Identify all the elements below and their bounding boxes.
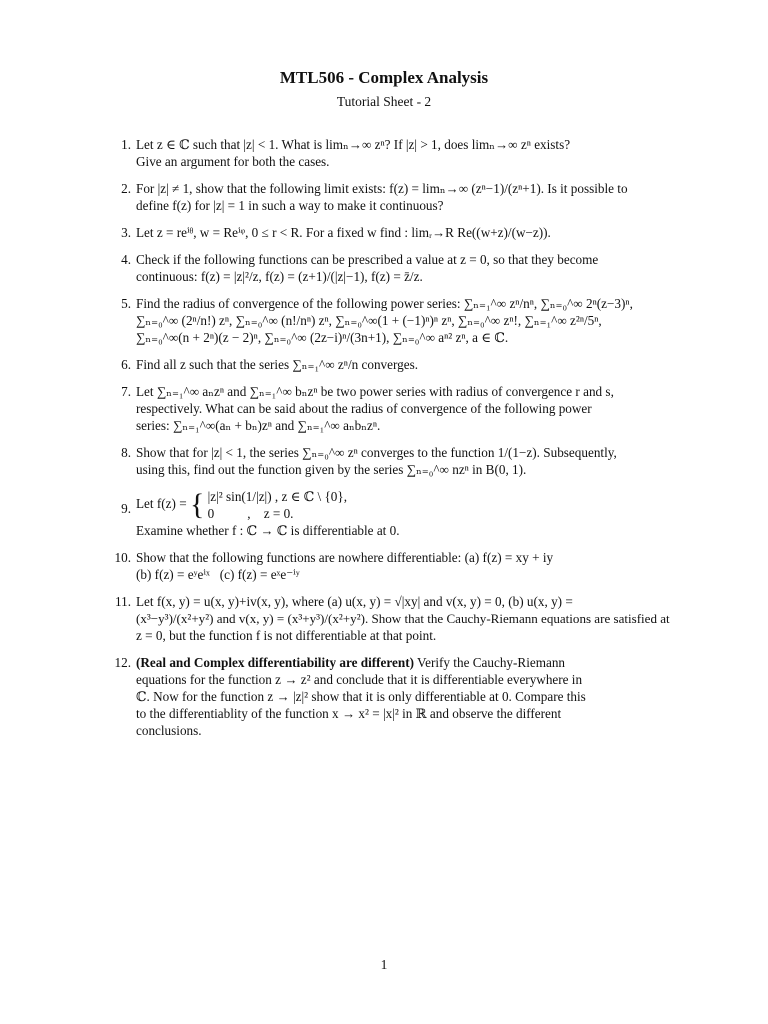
problem-text-line: Give an argument for both the cases.	[136, 154, 330, 169]
problem-text-line: series: ∑ₙ₌₁^∞(aₙ + bₙ)zⁿ and ∑ₙ₌₁^∞ aₙbₙzⁿ.	[136, 418, 381, 433]
problem-text-line: Find all z such that the series ∑ₙ₌₁^∞ zⁿ/n converges.	[136, 357, 419, 372]
problem-text-line: Verify the Cauchy-Riemann	[414, 655, 566, 670]
problem-text-line: continuous: f(z) = |z|²/z, f(z) = (z+1)/(|z|−1), f(z) = z̄/z.	[136, 269, 423, 284]
problem-number: 11.	[115, 594, 131, 609]
problem-12	[103, 654, 669, 739]
problem-text-line: Show that for |z| < 1, the series ∑ₙ₌₀^∞ zⁿ converges to the function 1/(1−z). Subsequently,	[136, 445, 617, 460]
problem-text-line: For |z| ≠ 1, show that the following limit exists: f(z) = limₙ→∞ (zⁿ−1)/(zⁿ+1). Is it possible to	[136, 181, 628, 196]
problem-text-line: ∑ₙ₌₀^∞ (2ⁿ/n!) zⁿ, ∑ₙ₌₀^∞ (n!/nⁿ) zⁿ, ∑ₙ₌₀^∞(1 + (−1)ⁿ)ⁿ zⁿ, ∑ₙ₌₀^∞ zⁿ!, ∑ₙ₌₁^∞ z²ⁿ/5ⁿ,	[136, 313, 602, 328]
problem-text-line: Show that the following functions are nowhere differentiable: (a) f(z) = xy + iy	[136, 550, 554, 565]
problem-7	[103, 383, 669, 434]
problem-6	[103, 356, 669, 373]
problem-text-line: Let f(x, y) = u(x, y)+iv(x, y), where (a) u(x, y) = √|xy| and v(x, y) = 0, (b) u(x, y) =	[136, 594, 573, 609]
problem-2	[103, 180, 669, 214]
piecewise-case-2: 0 , z = 0.	[207, 506, 294, 521]
problem-number: 9.	[121, 501, 131, 516]
problem-number: 2.	[121, 181, 131, 196]
problem-text-line: Let ∑ₙ₌₁^∞ aₙzⁿ and ∑ₙ₌₁^∞ bₙzⁿ be two power series with radius of convergence r and s,	[136, 384, 614, 399]
problem-9	[103, 488, 669, 539]
page-number: 1	[380, 957, 388, 972]
problem-text-line: respectively. What can be said about the radius of convergence of the following power	[136, 401, 592, 416]
problem-number: 3.	[121, 225, 131, 240]
problem-text-line: Find the radius of convergence of the following power series: ∑ₙ₌₁^∞ zⁿ/nⁿ, ∑ₙ₌₀^∞ 2ⁿ(z−3)ⁿ,	[136, 296, 633, 311]
problem-text-line: ∑ₙ₌₀^∞(n + 2ⁿ)(z − 2)ⁿ, ∑ₙ₌₀^∞ (2z−i)ⁿ/(3n+1), ∑ₙ₌₀^∞ aⁿ² zⁿ, a ∈ ℂ.	[136, 330, 509, 345]
document-subtitle: Tutorial Sheet - 2	[336, 94, 432, 109]
problem-11	[103, 593, 669, 644]
problem-8	[103, 444, 669, 478]
problem-text-line: define f(z) for |z| = 1 in such a way to make it continuous?	[136, 198, 444, 213]
problem-text-line: z = 0, but the function f is not differentiable at that point.	[136, 628, 437, 643]
piecewise-definition	[136, 488, 669, 522]
problem-text-line: Examine whether f : ℂ → ℂ is differentiable at 0.	[136, 523, 400, 538]
problem-text-line: equations for the function z → z² and conclude that it is differentiable everywhere in	[136, 672, 583, 687]
problem-number: 5.	[121, 296, 131, 311]
problem-number: 4.	[121, 252, 131, 267]
problem-bold-heading: (Real and Complex differentiability are different)	[136, 655, 414, 670]
piecewise-lead: Let f(z) =	[136, 496, 187, 512]
problem-number: 6.	[121, 357, 131, 372]
problem-1	[103, 136, 669, 170]
problem-text-line: ℂ. Now for the function z → |z|² show that it is only differentiable at 0. Compare this	[136, 689, 586, 704]
problem-text-line: Let z = reⁱᶿ, w = Reⁱᵠ, 0 ≤ r < R. For a fixed w find : limᵣ→R Re((w+z)/(w−z)).	[136, 225, 551, 240]
problem-first-line	[136, 654, 669, 671]
problem-list	[103, 136, 669, 749]
piecewise-cases	[208, 488, 347, 522]
problem-text-line: (x³−y³)/(x²+y²) and v(x, y) = (x³+y³)/(x²+y²). Show that the Cauchy-Riemann equations are satisfied at	[136, 611, 670, 626]
problem-4	[103, 251, 669, 285]
document-title: MTL506 - Complex Analysis	[279, 68, 489, 87]
problem-text-line: using this, find out the function given by the series ∑ₙ₌₀^∞ nzⁿ in B(0, 1).	[136, 462, 527, 477]
problem-3	[103, 224, 669, 241]
left-brace-symbol: {	[189, 488, 205, 521]
problem-text-line: to the differentiablity of the function x → x² = |x|² in ℝ and observe the different	[136, 706, 562, 721]
problem-5	[103, 295, 669, 346]
piecewise-case-1: |z|² sin(1/|z|) , z ∈ ℂ \ {0},	[207, 489, 347, 504]
problem-number: 1.	[121, 137, 131, 152]
problem-number: 7.	[121, 384, 131, 399]
problem-number: 8.	[121, 445, 131, 460]
problem-text-line: Let z ∈ ℂ such that |z| < 1. What is limₙ→∞ zⁿ? If |z| > 1, does limₙ→∞ zⁿ exists?	[136, 137, 571, 152]
problem-text-line: conclusions.	[136, 723, 202, 738]
problem-number: 10.	[114, 550, 131, 565]
problem-text-line: (b) f(z) = eʸeⁱˣ (c) f(z) = eˣe⁻ⁱʸ	[136, 567, 300, 582]
problem-number: 12.	[114, 655, 131, 670]
problem-text-line: Check if the following functions can be prescribed a value at z = 0, so that they become	[136, 252, 599, 267]
problem-10	[103, 549, 669, 583]
